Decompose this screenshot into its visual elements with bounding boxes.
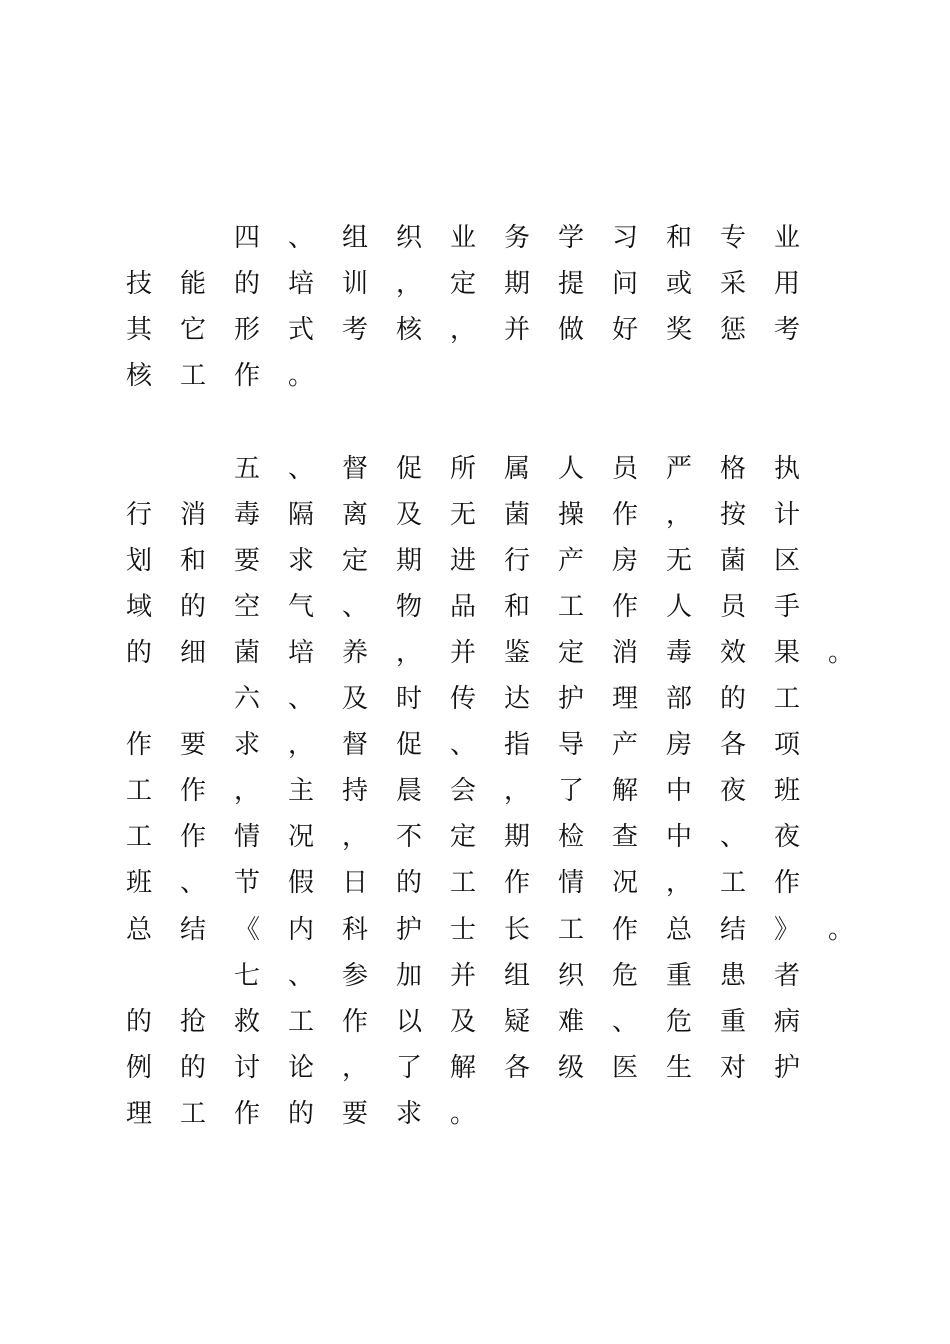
text-char: 工: [125, 776, 152, 806]
text-char: 夜: [719, 776, 746, 806]
text-char: 并: [449, 638, 476, 668]
text-char: 鉴: [503, 638, 530, 668]
text-char: 专: [719, 223, 746, 253]
text-char: 要: [341, 1099, 368, 1129]
text-char: 务: [503, 223, 530, 253]
text-char: 核: [125, 361, 152, 391]
text-char: 行: [503, 546, 530, 576]
text-char: 及: [341, 684, 368, 714]
text-char: 级: [557, 1053, 584, 1083]
text-char: 的: [179, 1053, 206, 1083]
text-char: 和: [665, 223, 692, 253]
text-char: 期: [503, 822, 530, 852]
text-char: ，: [287, 730, 314, 760]
text-char: 提: [557, 269, 584, 299]
text-char: 解: [449, 1053, 476, 1083]
text-char: 难: [557, 1007, 584, 1037]
text-char: 主: [287, 776, 314, 806]
text-char: ，: [503, 776, 530, 806]
text-char: 作: [179, 822, 206, 852]
text-char: 果: [773, 638, 800, 668]
text-char: 工: [449, 868, 476, 898]
text-char: 四: [233, 223, 260, 253]
text-char: 定: [557, 638, 584, 668]
text-char: 业: [449, 223, 476, 253]
text-char: 讨: [233, 1053, 260, 1083]
text-char: 查: [611, 822, 638, 852]
text-char: 定: [449, 822, 476, 852]
text-char: 班: [125, 868, 152, 898]
text-char: 的: [125, 1007, 152, 1037]
text-char: 情: [557, 868, 584, 898]
text-char: 物: [395, 592, 422, 622]
text-char: 好: [611, 315, 638, 345]
text-char: 、: [287, 684, 314, 714]
text-char: 况: [611, 868, 638, 898]
text-line: [124, 218, 924, 258]
text-char: 求: [395, 1099, 422, 1129]
text-line: [124, 863, 924, 903]
text-char: 促: [395, 454, 422, 484]
text-char: ，: [395, 638, 422, 668]
text-char: 作: [611, 915, 638, 945]
text-char: 培: [287, 269, 314, 299]
text-char: 护: [557, 684, 584, 714]
text-line: [124, 541, 924, 581]
text-line: [124, 495, 924, 535]
text-char: 习: [611, 223, 638, 253]
text-char: 惩: [719, 315, 746, 345]
text-char: 的: [287, 1099, 314, 1129]
text-char: 作: [611, 500, 638, 530]
text-char: 班: [773, 776, 800, 806]
text-char: 考: [341, 315, 368, 345]
text-char: 不: [395, 822, 422, 852]
text-char: 培: [287, 638, 314, 668]
text-char: 产: [557, 546, 584, 576]
text-line: [124, 910, 924, 950]
text-char: 执: [773, 454, 800, 484]
text-char: 员: [611, 454, 638, 484]
text-char: 定: [449, 269, 476, 299]
text-line: [124, 264, 924, 304]
text-char: 总: [125, 915, 152, 945]
text-char: 患: [719, 961, 746, 991]
text-char: 《: [233, 915, 260, 945]
text-char: 进: [449, 546, 476, 576]
text-char: 业: [773, 223, 800, 253]
text-char: 人: [665, 592, 692, 622]
text-char: 学: [557, 223, 584, 253]
text-char: 消: [179, 500, 206, 530]
text-char: ，: [233, 776, 260, 806]
text-char: 定: [341, 546, 368, 576]
text-char: 》: [773, 915, 800, 945]
text-char: 品: [449, 592, 476, 622]
text-char: 核: [395, 315, 422, 345]
text-char: 检: [557, 822, 584, 852]
text-line: [124, 310, 924, 350]
text-char: 离: [341, 500, 368, 530]
text-line: [124, 1094, 924, 1134]
text-char: 、: [449, 730, 476, 760]
text-char: 工: [179, 361, 206, 391]
text-char: 工: [125, 822, 152, 852]
text-line: [124, 956, 924, 996]
text-char: 形: [233, 315, 260, 345]
text-char: 考: [773, 315, 800, 345]
text-char: 的: [125, 638, 152, 668]
text-char: 重: [665, 961, 692, 991]
text-char: 房: [665, 730, 692, 760]
text-char: 重: [719, 1007, 746, 1037]
text-char: 它: [179, 315, 206, 345]
text-char: 隔: [287, 500, 314, 530]
text-char: 无: [449, 500, 476, 530]
text-char: 奖: [665, 315, 692, 345]
text-char: 期: [503, 269, 530, 299]
text-char: 作: [611, 592, 638, 622]
text-char: 做: [557, 315, 584, 345]
text-char: 计: [773, 500, 800, 530]
text-char: 菌: [719, 546, 746, 576]
text-char: 救: [233, 1007, 260, 1037]
text-char: 危: [665, 1007, 692, 1037]
text-char: [178, 218, 208, 258]
text-char: ，: [449, 315, 476, 345]
text-char: ，: [665, 500, 692, 530]
text-char: 训: [341, 269, 368, 299]
text-char: 医: [611, 1053, 638, 1083]
text-char: [178, 679, 208, 719]
text-char: 对: [719, 1053, 746, 1083]
text-char: 产: [611, 730, 638, 760]
text-char: 工: [773, 684, 800, 714]
text-char: 菌: [233, 638, 260, 668]
text-char: 操: [557, 500, 584, 530]
text-char: 。: [827, 915, 854, 945]
text-char: 情: [233, 822, 260, 852]
text-char: 以: [395, 1007, 422, 1037]
text-char: 及: [395, 500, 422, 530]
text-line: [124, 725, 924, 765]
text-char: 持: [341, 776, 368, 806]
text-char: 要: [179, 730, 206, 760]
text-char: 指: [503, 730, 530, 760]
text-char: 划: [125, 546, 152, 576]
text-char: 抢: [179, 1007, 206, 1037]
text-char: 要: [233, 546, 260, 576]
text-char: 效: [719, 638, 746, 668]
text-char: 者: [773, 961, 800, 991]
text-char: 组: [503, 961, 530, 991]
text-char: 工: [557, 592, 584, 622]
text-line: [124, 356, 924, 396]
text-char: [124, 956, 154, 996]
text-char: 作: [179, 776, 206, 806]
text-char: 作: [503, 868, 530, 898]
text-char: 加: [395, 961, 422, 991]
text-char: 行: [125, 500, 152, 530]
text-line: [124, 587, 924, 627]
text-char: 式: [287, 315, 314, 345]
text-char: 无: [665, 546, 692, 576]
text-char: 采: [719, 269, 746, 299]
text-char: 气: [287, 592, 314, 622]
text-char: 员: [719, 592, 746, 622]
text-char: 了: [557, 776, 584, 806]
text-char: 按: [719, 500, 746, 530]
text-char: 部: [665, 684, 692, 714]
text-char: 消: [611, 638, 638, 668]
text-char: 。: [287, 361, 314, 391]
text-char: 作: [233, 361, 260, 391]
text-char: 和: [503, 592, 530, 622]
text-char: 理: [611, 684, 638, 714]
text-char: 织: [395, 223, 422, 253]
text-char: 区: [773, 546, 800, 576]
text-char: 督: [341, 454, 368, 484]
text-char: 和: [179, 546, 206, 576]
text-char: 日: [341, 868, 368, 898]
text-char: 技: [125, 269, 152, 299]
text-char: 、: [287, 454, 314, 484]
text-char: 织: [557, 961, 584, 991]
text-char: ，: [341, 1053, 368, 1083]
text-char: 组: [341, 223, 368, 253]
text-char: 、: [719, 822, 746, 852]
text-char: 达: [503, 684, 530, 714]
text-char: 例: [125, 1053, 152, 1083]
text-char: 时: [395, 684, 422, 714]
text-line: [124, 449, 924, 489]
text-char: 。: [449, 1099, 476, 1129]
text-char: 细: [179, 638, 206, 668]
text-char: 。: [827, 638, 854, 668]
text-char: 用: [773, 269, 800, 299]
text-char: [124, 218, 154, 258]
text-char: 晨: [395, 776, 422, 806]
text-char: 能: [179, 269, 206, 299]
text-char: 、: [179, 868, 206, 898]
text-char: 中: [665, 776, 692, 806]
text-char: 中: [665, 822, 692, 852]
text-char: 科: [341, 915, 368, 945]
text-char: 并: [449, 961, 476, 991]
text-char: 域: [125, 592, 152, 622]
text-char: 督: [341, 730, 368, 760]
text-char: 士: [449, 915, 476, 945]
text-char: 护: [395, 915, 422, 945]
text-char: 假: [287, 868, 314, 898]
text-char: 总: [665, 915, 692, 945]
text-char: ，: [665, 868, 692, 898]
text-char: 、: [287, 961, 314, 991]
text-char: 、: [611, 1007, 638, 1037]
text-char: 、: [287, 223, 314, 253]
text-char: 夜: [773, 822, 800, 852]
text-char: 的: [395, 868, 422, 898]
text-char: 六: [233, 684, 260, 714]
text-char: 护: [773, 1053, 800, 1083]
text-line: [124, 1002, 924, 1042]
text-char: 作: [773, 868, 800, 898]
text-char: 工: [179, 1099, 206, 1129]
text-char: 作: [125, 730, 152, 760]
text-char: [178, 449, 208, 489]
text-char: 七: [233, 961, 260, 991]
text-char: 格: [719, 454, 746, 484]
text-char: ，: [341, 822, 368, 852]
text-char: 毒: [233, 500, 260, 530]
text-char: 人: [557, 454, 584, 484]
text-char: 危: [611, 961, 638, 991]
text-char: [124, 679, 154, 719]
text-char: 病: [773, 1007, 800, 1037]
text-char: 项: [773, 730, 800, 760]
text-line: [124, 1048, 924, 1088]
text-char: 或: [665, 269, 692, 299]
text-char: 属: [503, 454, 530, 484]
text-char: 节: [233, 868, 260, 898]
text-char: 手: [773, 592, 800, 622]
text-char: 五: [233, 454, 260, 484]
text-char: 的: [179, 592, 206, 622]
text-char: 严: [665, 454, 692, 484]
text-char: 长: [503, 915, 530, 945]
text-char: [124, 449, 154, 489]
text-char: 各: [719, 730, 746, 760]
text-char: 各: [503, 1053, 530, 1083]
text-char: 房: [611, 546, 638, 576]
text-char: 解: [611, 776, 638, 806]
text-char: 的: [233, 269, 260, 299]
text-char: 作: [341, 1007, 368, 1037]
text-char: 其: [125, 315, 152, 345]
text-line: [124, 679, 924, 719]
text-char: 菌: [503, 500, 530, 530]
text-char: 导: [557, 730, 584, 760]
text-char: 所: [449, 454, 476, 484]
text-char: 、: [341, 592, 368, 622]
text-line: [124, 633, 924, 673]
text-char: 并: [503, 315, 530, 345]
text-char: 工: [719, 868, 746, 898]
text-char: 毒: [665, 638, 692, 668]
text-char: 生: [665, 1053, 692, 1083]
text-line: [124, 771, 924, 811]
text-char: 论: [287, 1053, 314, 1083]
text-char: 况: [287, 822, 314, 852]
text-char: 促: [395, 730, 422, 760]
text-char: 了: [395, 1053, 422, 1083]
text-char: 作: [233, 1099, 260, 1129]
text-char: 的: [719, 684, 746, 714]
text-line: [124, 817, 924, 857]
text-char: 求: [233, 730, 260, 760]
text-char: [178, 956, 208, 996]
text-char: 及: [449, 1007, 476, 1037]
text-char: 工: [287, 1007, 314, 1037]
text-char: 问: [611, 269, 638, 299]
text-char: 理: [125, 1099, 152, 1129]
text-char: ，: [395, 269, 422, 299]
text-char: 结: [719, 915, 746, 945]
text-char: 求: [287, 546, 314, 576]
text-char: 疑: [503, 1007, 530, 1037]
text-char: 参: [341, 961, 368, 991]
text-char: 传: [449, 684, 476, 714]
text-char: 结: [179, 915, 206, 945]
text-char: 空: [233, 592, 260, 622]
text-char: 期: [395, 546, 422, 576]
text-char: 内: [287, 915, 314, 945]
text-char: 养: [341, 638, 368, 668]
text-char: 会: [449, 776, 476, 806]
text-char: 工: [557, 915, 584, 945]
